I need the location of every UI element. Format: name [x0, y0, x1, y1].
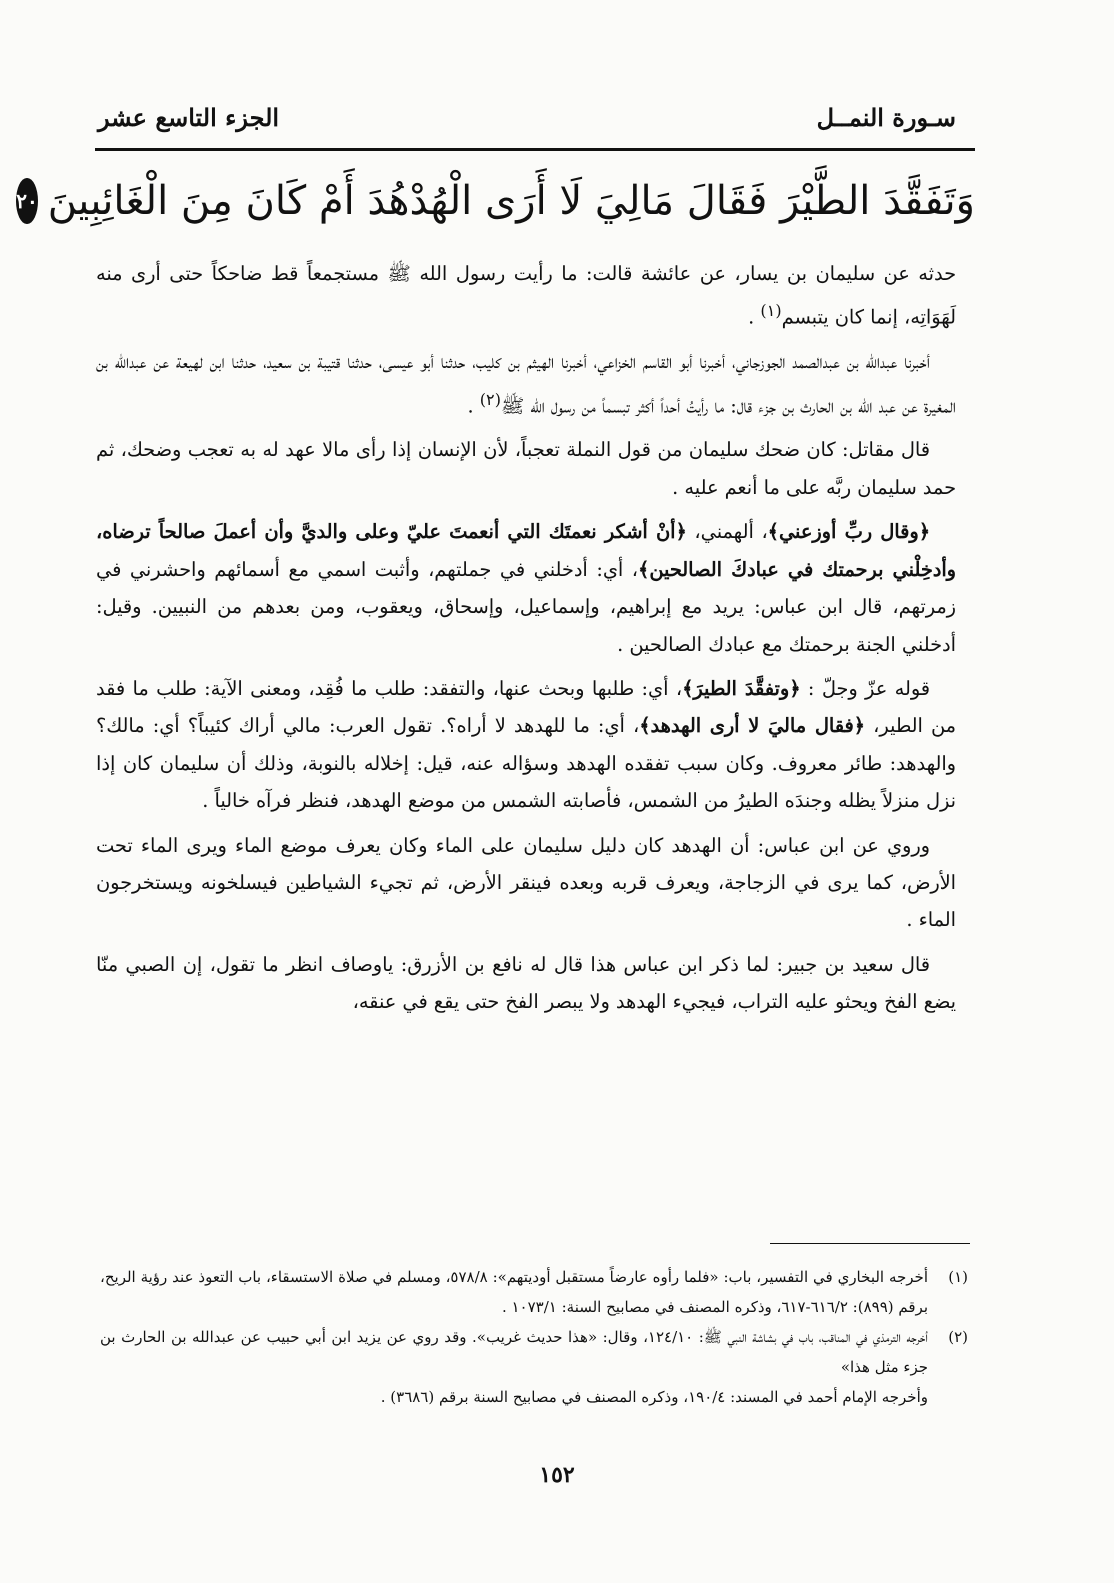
- footnote-ref-1: (١): [760, 301, 782, 321]
- header-rule: [95, 148, 975, 151]
- footnote-text: أخرجه الترمذي في المناقب، باب في بشاشة النبي ﷺ: ١٢٤/١٠، وقال: «هذا حديث غريب». وقد روي عن يزيد ابن أبي حبيب عن عبدالله بن الحارث بن جزء مثل هذا»: [100, 1328, 928, 1376]
- commentary-text: [96, 255, 956, 1028]
- paragraph: قال مقاتل: كان ضحك سليمان من قول النملة تعجباً، لأن الإنسان إذا رأى مالا عهد له به تعجب وضحك، ثم حمد سليمان ربَّه على ما أنعم عليه .: [96, 438, 956, 499]
- paragraph: وروي عن ابن عباس: أن الهدهد كان دليل سليمان على الماء وكان يعرف موضع الماء ويرى الماء تحت الأرض، كما يرى في الزجاجة، ويعرف قربه وبعده فينقر الأرض، ثم تجيء الشياطين فيسلخونه ويستخرجون الماء .: [96, 833, 956, 932]
- paragraph-text: قوله عزّ وجلّ :: [800, 676, 930, 700]
- verse-text: وَتَفَقَّدَ الطَّيْرَ فَقَالَ مَالِيَ لَا أَرَى الْهُدْهُدَ أَمْ كَانَ مِنَ الْغَائِبِينَ: [47, 178, 975, 224]
- footnote-2: [100, 1322, 968, 1382]
- quran-quote: ﴿وتفقَّدَ الطيرَ﴾: [682, 676, 801, 700]
- verse-number-marker: [16, 178, 37, 224]
- running-header: [98, 92, 956, 132]
- quran-verse: [16, 165, 975, 237]
- paragraph: قال سعيد بن جبير: لما ذكر ابن عباس هذا قال له نافع بن الأزرق: ياوصاف انظر ما تقول، إن الصبي منّا يضع الفخ ويحثو عليه التراب، فيجيء الهدهد ولا يبصر الفخ حتى يقع في عنقه،: [96, 952, 956, 1014]
- footnote-number: (١): [948, 1268, 968, 1286]
- paragraph-text: ، أي: طلبها وبحث عنها، والتفقد: طلب ما فُقِد، ومعنى الآية: طلب ما فقد من الطير،: [96, 676, 957, 738]
- footnote-text: أخرجه البخاري في التفسير، باب: «فلما رأوه عارضاً مستقبل أوديتهم»: ٥٧٨/٨، ومسلم في صلاة الاستسقاء، باب التعوذ عند رؤية الريح، برقم (٨٩٩): ٦١٦/٢-٦١٧، وذكره المصنف في مصابيح السنة: ١٠٧٣/١ .: [100, 1268, 928, 1316]
- juz-title: الجزء التاسع عشر: [98, 103, 280, 132]
- paragraph-text: ، أي: أدخلني في جملتهم، وأثبت اسمي مع أسمائهم واحشرني في زمرتهم، قال ابن عباس: يريد مع إبراهيم، وإسماعيل، وإسحاق، ويعقوب، ومن بعدهم من النبيين. وقيل: أدخلني الجنة برحمتك مع عبادك الصالحين .: [96, 557, 956, 656]
- paragraph-text: ، ألهمني،: [686, 520, 768, 544]
- quran-quote: ﴿فقال ماليَ لا أرى الهدهد﴾: [639, 714, 865, 738]
- footnote-rule: [770, 1243, 970, 1244]
- quran-quote: ﴿وقال ربِّ أوزعني﴾: [767, 520, 930, 544]
- verse-number: ٢٠: [16, 189, 38, 213]
- paragraph: [96, 255, 956, 336]
- paragraph-end: .: [467, 394, 480, 418]
- quran-quote: ﴿أنْ أشكر نعمتَك التي أنعمتَ عليّ وعلى والديَّ وأن أعملَ صالحاً ترضاه، وأدخِلْني برحمتك في عبادكَ الصالحين﴾: [96, 520, 956, 581]
- paragraph-text: ، أي: ما للهدهد لا أراه؟. تقول العرب: مالي أراك كئيباً؟ أي: مالك؟ والهدهد: طائر معروف. وكان سبب تفقده الهدهد وسؤاله عنه، قيل: إخلاله بالنوبة، وذلك أن سليمان كان إذا نزل منزلاً يظله وجندَه الطيرُ من الشمس، فأصابته الشمس من موضع الهدهد، فنظر فرآه خالياً .: [96, 714, 956, 813]
- paragraph-end: .: [748, 305, 761, 329]
- footnote-1: [100, 1262, 968, 1322]
- footnote-2-continuation: وأخرجه الإمام أحمد في المسند: ١٩٠/٤، وذكره المصنف في مصابيح السنة برقم (٣٦٨٦) .: [380, 1388, 928, 1406]
- paragraph: [96, 670, 956, 820]
- footnotes: [100, 1262, 968, 1412]
- surah-title: سـورة النمــل: [816, 103, 956, 132]
- paragraph-text: حدثه عن سليمان بن يسار، عن عائشة قالت: ما رأيت رسول الله ﷺ مستجمعاً قط ضاحكاً حتى أرى منه لَهَوَاتِه، إنما كان يتبسم: [96, 262, 956, 329]
- paragraph: [96, 343, 956, 424]
- footnote-number: (٢): [948, 1328, 968, 1346]
- paragraph-text: أخبرنا عبدالله بن عبدالصمد الجوزجاني، أخبرنا أبو القاسم الخزاعي، أخبرنا الهيثم بن كليب، حدثنا أبو عيسى، حدثنا قتيبة بن سعيد، حدثنا ابن لهيعة عن عبدالله بن المغيرة عن عبد الله بن الحارث بن جزء قال: ما رأيتُ أحداً أكثر تبسماً من رسول الله ﷺ: [96, 350, 956, 418]
- footnote-ref-2: (٢): [479, 389, 501, 409]
- page-number: ١٥٢: [539, 1462, 575, 1488]
- paragraph: [96, 513, 956, 663]
